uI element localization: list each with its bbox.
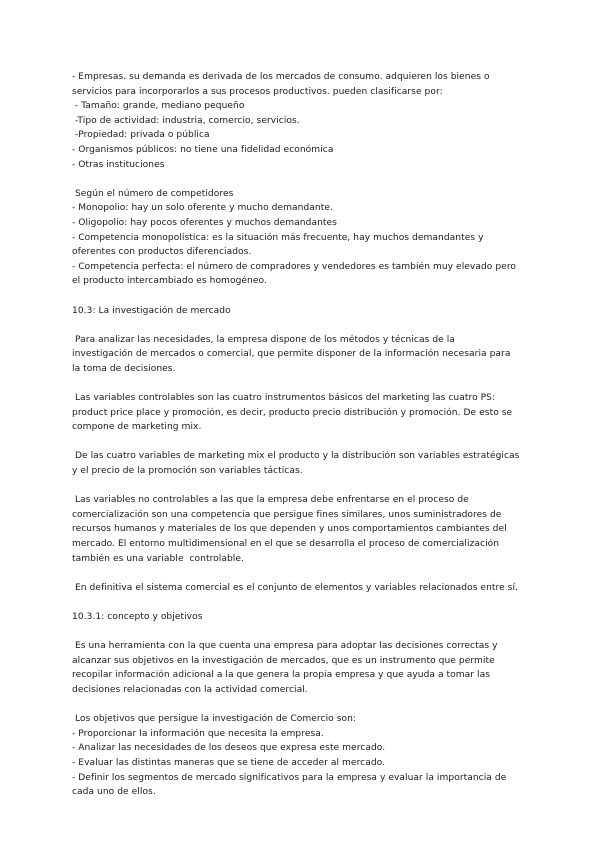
text-line: el producto intercambiado es homogéneo. (72, 276, 267, 287)
subsection-heading (72, 610, 528, 625)
text-line: Las variables no controlables a las que la empresa debe enfrentarse en el proceso de (72, 495, 469, 506)
paragraph-variables-controlables (72, 391, 528, 435)
text-line: Para analizar las necesidades, la empresa dispone de los métodos y técnicas de la (72, 334, 455, 345)
text-line: decisiones relacionadas con la actividad comercial. (72, 684, 308, 695)
text-line: compone de marketing mix. (72, 422, 202, 433)
text-line: y el precio de la promoción son variables tácticas. (72, 466, 303, 477)
paragraph-competidores (72, 187, 528, 289)
section-heading (72, 304, 528, 319)
paragraph-herramienta (72, 639, 528, 697)
text-line: servicios para incorporarlos a sus procesos productivos. pueden clasificarse por: (72, 86, 443, 97)
text-line: Según el número de competidores (72, 188, 234, 199)
text-line: - Proporcionar la información que necesita la empresa. (72, 728, 324, 739)
paragraph-sistema-comercial (72, 581, 528, 596)
paragraph-investigacion (72, 333, 528, 377)
heading-text: 10.3.1: concepto y objetivos (72, 611, 203, 622)
text-line: alcanzar sus objetivos en la investigación de mercados, que es un instrumento que permite (72, 655, 495, 666)
paragraph-objetivos (72, 712, 528, 800)
text-line: oferentes con productos diferenciados. (72, 247, 252, 258)
text-line: la toma de decisiones. (72, 363, 176, 374)
text-line: Las variables controlables son las cuatro instrumentos básicos del marketing las cuatro PS: (72, 393, 496, 404)
text-line: mercado. El entorno multidimensional en el que se desarrolla el proceso de comercialización (72, 539, 500, 549)
text-line: - Tamaño: grande, mediano pequeño (72, 101, 245, 112)
text-line: En definitiva el sistema comercial es el conjunto de elementos y variables relacionados entre sí. (72, 582, 518, 593)
text-line: product price place y promoción, es decir, producto precio distribución y promoción. De esto se (72, 407, 513, 418)
text-line: - Analizar las necesidades de los deseos que expresa este mercado. (72, 743, 386, 754)
text-line: - Monopolio: hay un solo oferente y mucho demandante. (72, 203, 333, 214)
text-line: - Oligopolio: hay pocos oferentes y muchos demandantes (72, 217, 337, 228)
text-line: Es una herramienta con la que cuenta una empresa para adoptar las decisiones correctas y (72, 641, 498, 652)
text-line: recopilar información adicional a la que genera la propia empresa y que ayuda a tomar las (72, 670, 491, 681)
paragraph-empresas (72, 70, 528, 172)
heading-text: 10.3: La investigación de mercado (72, 305, 231, 316)
text-line: investigación de mercados o comercial, que permite disponer de la información necesaria para (72, 349, 511, 360)
text-line: - Definir los segmentos de mercado significativos para la empresa y evaluar la importancia de (72, 772, 507, 783)
text-line: Los objetivos que persigue la investigación de Comercio son: (72, 714, 357, 725)
text-line: - Organismos públicos: no tiene una fidelidad económica (72, 144, 334, 155)
paragraph-marketing-mix (72, 449, 528, 478)
document-body (72, 70, 528, 814)
text-line: - Evaluar las distintas maneras que se tiene de acceder al mercado. (72, 757, 386, 768)
text-line: también es una variable controlable. (72, 553, 244, 564)
text-line: - Competencia monopolística: es la situación más frecuente, hay muchos demandantes y (72, 232, 484, 243)
text-line: -Propiedad: privada o pública (72, 130, 210, 141)
text-line: - Empresas. su demanda es derivada de los mercados de consumo. adquieren los bienes o (72, 72, 490, 82)
text-line: - Otras instituciones (72, 159, 165, 170)
text-line: cada uno de ellos. (72, 787, 156, 798)
text-line: comercialización son una competencia que persigue fines similares, unos suministradores de (72, 509, 502, 520)
text-line: recursos humanos y materiales de los que dependen y unos comportamientos cambiantes del (72, 524, 507, 535)
text-line: De las cuatro variables de marketing mix el producto y la distribución son variables estratégicas (72, 451, 520, 462)
text-line: -Tipo de actividad: industria, comercio, servicios. (72, 115, 300, 126)
paragraph-variables-no-controlables (72, 493, 528, 566)
text-line: - Competencia perfecta: el número de compradores y vendedores es también muy elevado pero (72, 261, 517, 272)
